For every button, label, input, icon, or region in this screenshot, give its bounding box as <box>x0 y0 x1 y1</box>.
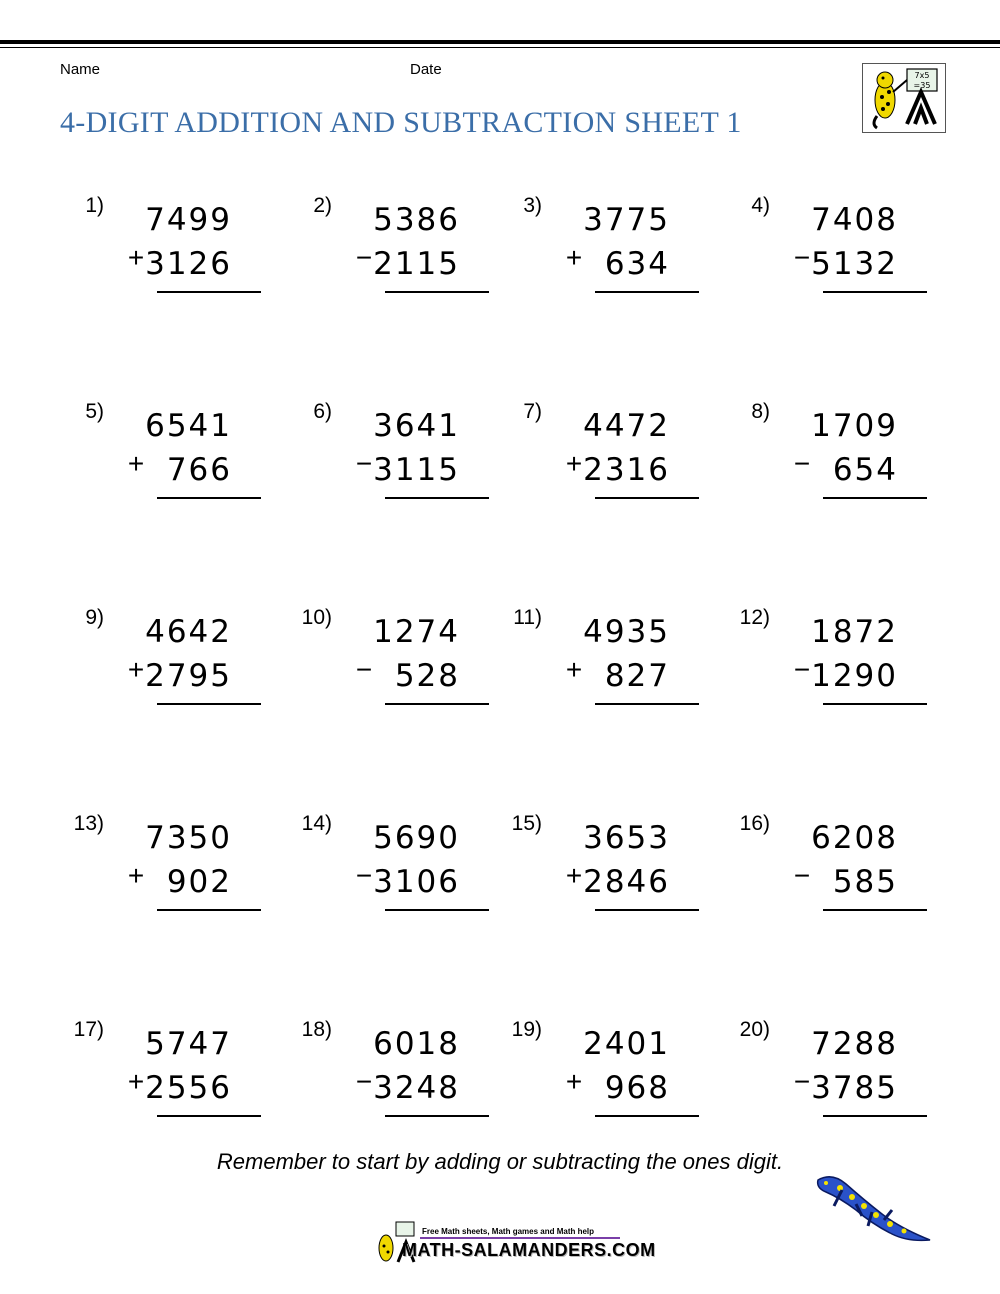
problem-number: 4) <box>751 194 770 217</box>
problem-number: 1) <box>85 194 104 217</box>
name-label: Name <box>60 61 101 78</box>
problem-1 <box>52 180 272 330</box>
problem-top-number: 7288 <box>811 1026 898 1062</box>
problem-operator: − <box>793 242 811 273</box>
header-rule-thick <box>0 40 1000 44</box>
problem-bottom-number: 3126 <box>145 246 232 282</box>
problem-top-number: 6541 <box>145 408 232 444</box>
problem-top-number: 5690 <box>373 820 460 856</box>
problem-number: 18) <box>301 1018 332 1041</box>
problem-top-number: 1872 <box>811 614 898 650</box>
answer-line <box>385 1115 489 1117</box>
problem-bottom-number: 3106 <box>373 864 460 900</box>
problem-number: 5) <box>85 400 104 423</box>
problem-18 <box>280 1004 500 1154</box>
problem-operator: + <box>127 448 145 479</box>
answer-line <box>157 1115 261 1117</box>
answer-line <box>595 703 699 705</box>
problem-operator: + <box>565 242 583 273</box>
problem-number: 7) <box>523 400 542 423</box>
problem-number: 3) <box>523 194 542 217</box>
problem-bottom-number: 2115 <box>373 246 460 282</box>
answer-line <box>595 497 699 499</box>
problem-2 <box>280 180 500 330</box>
problem-bottom-number: 2846 <box>583 864 670 900</box>
problem-operator: + <box>565 860 583 891</box>
problem-4 <box>718 180 938 330</box>
answer-line <box>823 291 927 293</box>
answer-line <box>823 703 927 705</box>
problem-number: 19) <box>511 1018 542 1041</box>
problem-top-number: 3641 <box>373 408 460 444</box>
problem-operator: + <box>127 654 145 685</box>
problem-operator: + <box>565 1066 583 1097</box>
problem-operator: + <box>127 860 145 891</box>
problem-top-number: 3775 <box>583 202 670 238</box>
problem-operator: − <box>355 448 373 479</box>
problem-bottom-number: 827 <box>604 658 670 694</box>
problem-number: 17) <box>73 1018 104 1041</box>
problem-bottom-number: 654 <box>832 452 898 488</box>
problem-number: 20) <box>739 1018 770 1041</box>
answer-line <box>385 703 489 705</box>
answer-line <box>157 909 261 911</box>
answer-line <box>385 291 489 293</box>
answer-line <box>385 909 489 911</box>
problem-number: 9) <box>85 606 104 629</box>
problem-number: 10) <box>301 606 332 629</box>
answer-line <box>823 1115 927 1117</box>
problem-number: 6) <box>313 400 332 423</box>
problem-operator: + <box>127 242 145 273</box>
answer-line <box>157 497 261 499</box>
answer-line <box>595 909 699 911</box>
answer-line <box>595 1115 699 1117</box>
problem-16 <box>718 798 938 948</box>
problem-number: 16) <box>739 812 770 835</box>
problem-15 <box>490 798 710 948</box>
problem-bottom-number: 2316 <box>583 452 670 488</box>
problem-operator: − <box>793 654 811 685</box>
problem-operator: + <box>565 448 583 479</box>
problem-top-number: 5747 <box>145 1026 232 1062</box>
problem-bottom-number: 3248 <box>373 1070 460 1106</box>
problem-top-number: 5386 <box>373 202 460 238</box>
problem-bottom-number: 766 <box>166 452 232 488</box>
problem-top-number: 6208 <box>811 820 898 856</box>
problem-bottom-number: 634 <box>604 246 670 282</box>
problem-bottom-number: 528 <box>394 658 460 694</box>
problem-operator: − <box>355 860 373 891</box>
problem-8 <box>718 386 938 536</box>
problem-operator: − <box>793 448 811 479</box>
problem-operator: + <box>127 1066 145 1097</box>
answer-line <box>823 497 927 499</box>
footer-site-name: MATH-SALAMANDERS.COM <box>402 1240 656 1260</box>
problem-bottom-number: 3115 <box>373 452 460 488</box>
problem-top-number: 4472 <box>583 408 670 444</box>
problem-7 <box>490 386 710 536</box>
problem-20 <box>718 1004 938 1154</box>
problem-number: 8) <box>751 400 770 423</box>
problem-top-number: 1274 <box>373 614 460 650</box>
problem-13 <box>52 798 272 948</box>
worksheet-title: 4-DIGIT ADDITION AND SUBTRACTION SHEET 1 <box>60 106 742 139</box>
problem-bottom-number: 3785 <box>811 1070 898 1106</box>
site-footer-logo <box>372 1220 656 1268</box>
problem-bottom-number: 585 <box>832 864 898 900</box>
math-salamander-logo-icon <box>862 63 946 133</box>
answer-line <box>157 291 261 293</box>
problem-operator: − <box>355 242 373 273</box>
problem-bottom-number: 1290 <box>811 658 898 694</box>
answer-line <box>157 703 261 705</box>
problem-top-number: 2401 <box>583 1026 670 1062</box>
problem-5 <box>52 386 272 536</box>
problem-top-number: 4642 <box>145 614 232 650</box>
problem-10 <box>280 592 500 742</box>
problem-bottom-number: 902 <box>166 864 232 900</box>
problem-11 <box>490 592 710 742</box>
problem-3 <box>490 180 710 330</box>
problem-operator: − <box>355 654 373 685</box>
salamander-icon <box>812 1170 934 1250</box>
logo-board-text-2: =35 <box>913 81 931 90</box>
logo-board-text-1: 7x5 <box>914 71 930 80</box>
problem-operator: − <box>793 860 811 891</box>
problem-top-number: 7408 <box>811 202 898 238</box>
problem-top-number: 1709 <box>811 408 898 444</box>
problem-top-number: 7350 <box>145 820 232 856</box>
problem-number: 2) <box>313 194 332 217</box>
problem-bottom-number: 2556 <box>145 1070 232 1106</box>
problem-top-number: 6018 <box>373 1026 460 1062</box>
footer-tagline: Free Math sheets, Math games and Math help <box>422 1227 595 1236</box>
problem-operator: + <box>565 654 583 685</box>
problem-19 <box>490 1004 710 1154</box>
problem-number: 15) <box>511 812 542 835</box>
answer-line <box>385 497 489 499</box>
problem-top-number: 7499 <box>145 202 232 238</box>
answer-line <box>595 291 699 293</box>
problem-bottom-number: 5132 <box>811 246 898 282</box>
answer-line <box>823 909 927 911</box>
problem-number: 12) <box>739 606 770 629</box>
problem-operator: − <box>793 1066 811 1097</box>
problem-number: 13) <box>73 812 104 835</box>
problem-bottom-number: 968 <box>604 1070 670 1106</box>
problem-12 <box>718 592 938 742</box>
problem-operator: − <box>355 1066 373 1097</box>
problem-number: 14) <box>301 812 332 835</box>
footer-divider <box>420 1237 620 1239</box>
problem-number: 11) <box>513 606 542 629</box>
problem-top-number: 4935 <box>583 614 670 650</box>
date-label: Date <box>410 61 442 78</box>
problem-14 <box>280 798 500 948</box>
header-rule-thin <box>0 47 1000 48</box>
problem-6 <box>280 386 500 536</box>
problem-17 <box>52 1004 272 1154</box>
problem-top-number: 3653 <box>583 820 670 856</box>
problem-bottom-number: 2795 <box>145 658 232 694</box>
reminder-text: Remember to start by adding or subtracting the ones digit. <box>216 1149 784 1174</box>
problem-9 <box>52 592 272 742</box>
